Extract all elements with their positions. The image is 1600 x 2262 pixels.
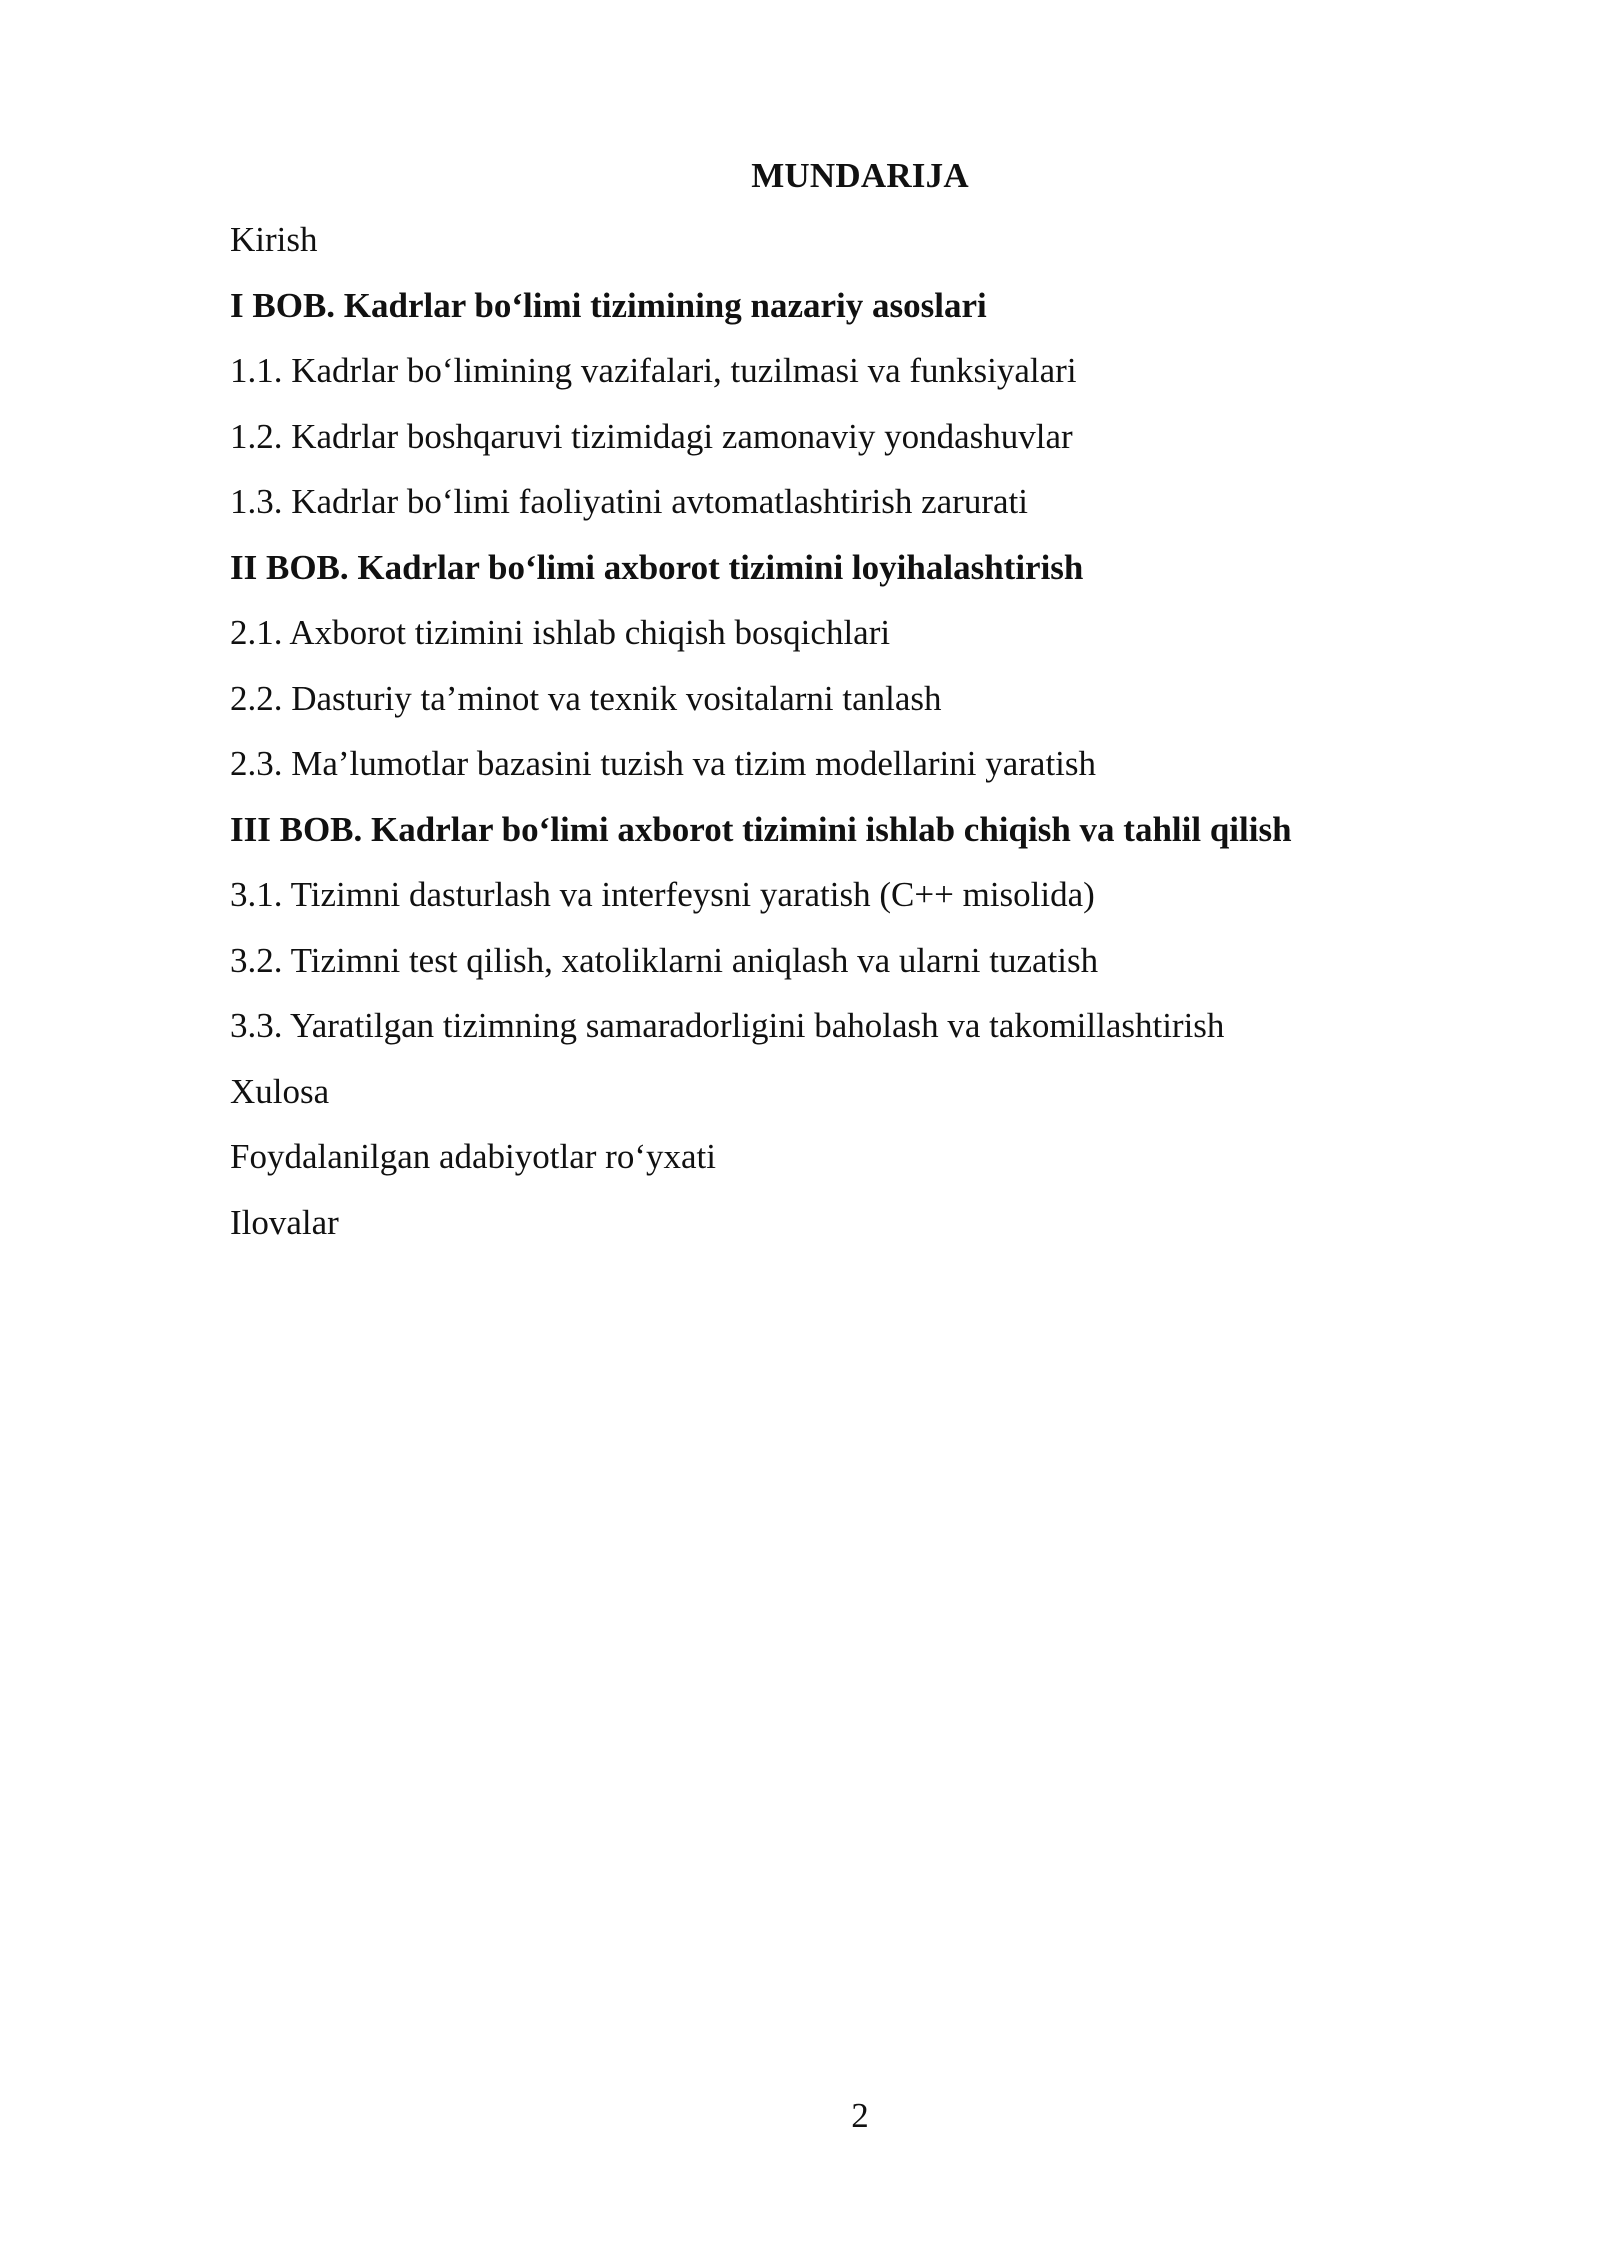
toc-chapter-3: III BOB. Kadrlar bo‘limi axborot tizimini ishlab chiqish va tahlil qilish: [230, 809, 1292, 849]
toc-entry-conclusion: Xulosa: [230, 1071, 330, 1111]
toc-section-2-3: 2.3. Ma’lumotlar bazasini tuzish va tizim modellarini yaratish: [230, 744, 1097, 783]
table-of-contents: [230, 214, 1490, 1262]
page-number: 2: [851, 2096, 869, 2135]
page-title: MUNDARIJA: [751, 156, 969, 195]
toc-section-3-2: 3.2. Tizimni test qilish, xatoliklarni aniqlash va ularni tuzatish: [230, 940, 1099, 980]
toc-chapter-1: I BOB. Kadrlar bo‘limi tizimining nazariy asoslari: [230, 285, 987, 325]
toc-entry-introduction: Kirish: [230, 220, 318, 259]
toc-section-2-1: 2.1. Axborot tizimini ishlab chiqish bosqichlari: [230, 613, 891, 652]
toc-chapter-2: II BOB. Kadrlar bo‘limi axborot tizimini loyihalashtirish: [230, 547, 1084, 587]
toc-section-1-1: 1.1. Kadrlar bo‘limining vazifalari, tuzilmasi va funksiyalari: [230, 351, 1077, 390]
toc-section-2-2: 2.2. Dasturiy ta’minot va texnik vositalarni tanlash: [230, 678, 942, 718]
toc-section-1-2: 1.2. Kadrlar boshqaruvi tizimidagi zamonaviy yondashuvlar: [230, 416, 1073, 456]
toc-entry-appendices: Ilovalar: [230, 1202, 339, 1242]
toc-section-3-3: 3.3. Yaratilgan tizimning samaradorligini baholash va takomillashtirish: [230, 1006, 1225, 1045]
toc-section-1-3: 1.3. Kadrlar bo‘limi faoliyatini avtomatlashtirish zarurati: [230, 482, 1028, 521]
toc-entry-references: Foydalanilgan adabiyotlar ro‘yxati: [230, 1137, 716, 1176]
toc-section-3-1: 3.1. Tizimni dasturlash va interfeysni yaratish (C++ misolida): [230, 875, 1095, 914]
